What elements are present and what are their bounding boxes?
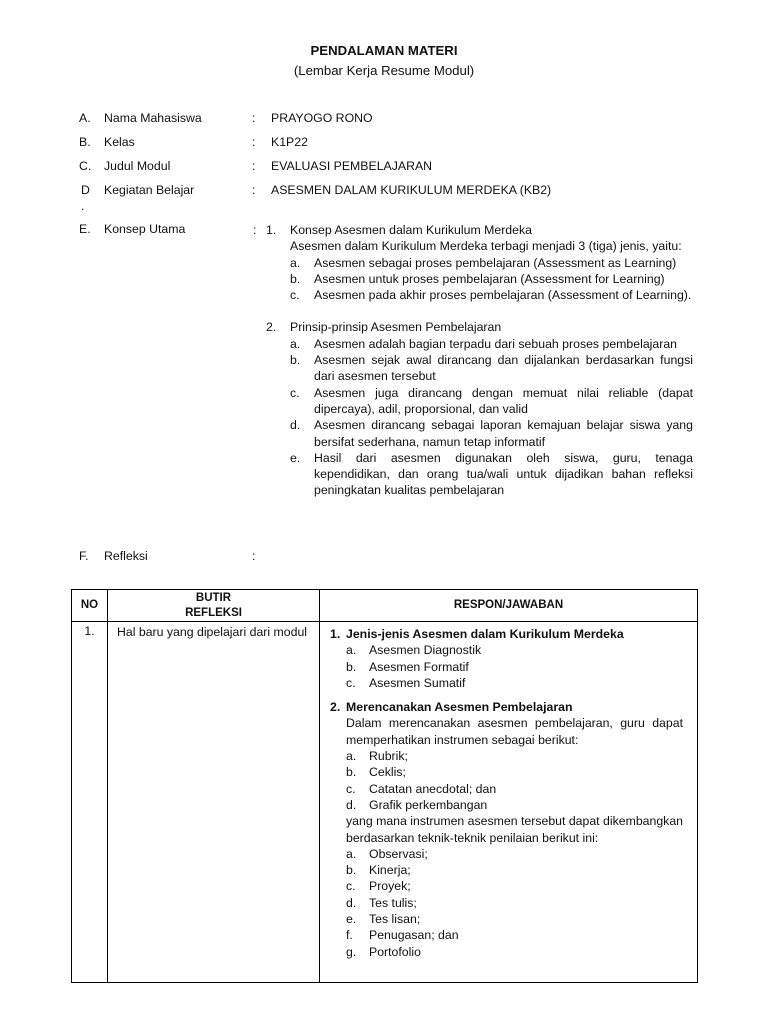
header-respon-jawaban: RESPON/JAWABAN — [320, 590, 698, 622]
info-letter: F. — [79, 549, 89, 563]
info-colon: : — [252, 135, 256, 149]
list-item-letter: b. — [346, 659, 357, 674]
sub-item-text: Asesmen untuk proses pembelajaran (Assessment for Learning) — [314, 271, 665, 286]
sub-item-text: Asesmen pada akhir proses pembelajaran (Assessment of Learning). — [314, 288, 692, 303]
list-item-letter: a. — [346, 643, 357, 658]
response-list-item — [346, 911, 683, 927]
response-section-title: Jenis-jenis Asesmen dalam Kurikulum Merdeka — [346, 627, 624, 641]
list-item-text: Ceklis; — [369, 765, 406, 780]
info-letter: E. — [79, 222, 91, 236]
info-row-nama — [0, 111, 768, 129]
list-item-text: Observasi; — [369, 846, 428, 861]
response-list-item — [346, 895, 683, 911]
konsep-sub-item — [290, 352, 693, 385]
info-row-judul-modul — [0, 159, 768, 177]
sub-item-letter: c. — [290, 385, 300, 400]
header-butir-line: BUTIR — [195, 591, 232, 604]
list-item-text: Penugasan; dan — [369, 928, 459, 943]
info-letter: C. — [79, 159, 92, 173]
response-section-title: Merencanakan Asesmen Pembelajaran — [346, 700, 573, 715]
list-item-text: Asesmen Diagnostik — [369, 643, 482, 658]
info-label: Kelas — [104, 135, 135, 149]
konsep-item-description: Asesmen dalam Kurikulum Merdeka terbagi menjadi 3 (tiga) jenis, yaitu: — [290, 239, 682, 254]
sub-item-text: Hasil dari asesmen digunakan oleh siswa, guru, tenaga kependidikan, dan orang tua/wali untuk dijadikan bahan refleksi peningkatan kualitas pembelajaran — [314, 450, 693, 498]
list-item-letter: d. — [346, 895, 357, 910]
info-row-kelas — [0, 135, 768, 153]
refleksi-table — [71, 589, 698, 983]
list-item-letter: f. — [346, 928, 353, 943]
response-section-number: 1. — [330, 627, 341, 641]
sub-item-letter: d. — [290, 418, 301, 433]
table-header-row — [72, 590, 698, 622]
response-list-item — [346, 781, 683, 797]
info-letter-dot: . — [81, 199, 85, 213]
list-item-text: Portofolio — [369, 944, 421, 959]
info-label: Kegiatan Belajar — [104, 183, 195, 197]
list-item-letter: a. — [346, 846, 357, 861]
sub-item-text: Asesmen sebagai proses pembelajaran (Assessment as Learning) — [314, 255, 677, 270]
info-value: EVALUASI PEMBELAJARAN — [271, 159, 433, 173]
response-section — [330, 699, 683, 960]
list-item-letter: b. — [346, 765, 357, 780]
response-section-intro: Dalam merencanakan asesmen pembelajaran, guru dapat memperhatikan instrumen sebagai berikut: — [346, 716, 683, 747]
sub-item-letter: e. — [290, 450, 301, 465]
response-list-item — [346, 944, 683, 960]
info-letter: B. — [79, 135, 91, 149]
list-item-letter: c. — [346, 879, 356, 894]
sub-item-letter: a. — [290, 336, 301, 351]
row-number: 1. — [72, 622, 108, 983]
response-list-item — [346, 846, 683, 862]
header-refleksi-line: REFLEKSI — [185, 606, 242, 619]
list-item-letter: c. — [346, 675, 356, 690]
sub-item-letter: c. — [290, 288, 300, 303]
document-title: PENDALAMAN MATERI — [310, 43, 458, 58]
info-row-kegiatan-belajar — [0, 183, 768, 201]
response-list-item — [346, 927, 683, 943]
list-item-text: Asesmen Sumatif — [369, 675, 466, 690]
list-item-text: Kinerja; — [369, 863, 411, 878]
konsep-sub-item — [290, 255, 693, 271]
sub-item-text: Asesmen dirancang sebagai laporan kemajuan belajar siswa yang bersifat sederhana, namun tetap informatif — [314, 418, 693, 449]
konsep-sub-item — [290, 385, 693, 418]
list-item-text: Grafik perkembangan — [369, 797, 488, 812]
info-value: K1P22 — [271, 135, 308, 149]
response-list-item — [346, 748, 683, 764]
list-item-letter: g. — [346, 944, 357, 959]
list-item-text: Rubrik; — [369, 749, 408, 764]
response-section-number: 2. — [330, 700, 341, 715]
list-item-letter: d. — [346, 797, 357, 812]
list-item-text: Tes lisan; — [369, 912, 421, 927]
header-butir-refleksi — [108, 590, 320, 622]
konsep-item — [253, 222, 693, 303]
list-item-text: Catatan anecdotal; dan — [369, 781, 497, 796]
info-label: Konsep Utama — [104, 222, 186, 236]
info-letter: D — [81, 183, 90, 197]
konsep-item-title: Konsep Asesmen dalam Kurikulum Merdeka — [290, 223, 532, 237]
header-no: NO — [72, 590, 108, 622]
konsep-colon: : — [253, 223, 257, 237]
konsep-sub-item — [290, 336, 693, 352]
sub-item-text: Asesmen juga dirancang dengan memuat nilai reliable (dapat dipercaya), adil, proporsional, dan valid — [314, 385, 693, 416]
response-list-item — [346, 764, 683, 780]
info-colon: : — [252, 549, 256, 563]
response-section-middle: yang mana instrumen asesmen tersebut dapat dikembangkan berdasarkan teknik-teknik penilaian berikut ini: — [346, 814, 683, 845]
list-item-letter: b. — [346, 863, 357, 878]
list-item-letter: c. — [346, 781, 356, 796]
list-item-text: Proyek; — [369, 879, 411, 894]
konsep-sub-item — [290, 271, 693, 287]
sub-item-text: Asesmen adalah bagian terpadu dari sebuah proses pembelajaran — [314, 336, 678, 351]
list-item-text: Tes tulis; — [369, 895, 417, 910]
info-colon: : — [252, 183, 256, 197]
konsep-sub-item — [290, 450, 693, 499]
info-label: Nama Mahasiswa — [104, 111, 202, 125]
response-section — [330, 626, 683, 691]
info-label: Refleksi — [104, 549, 148, 563]
info-label: Judul Modul — [104, 159, 171, 173]
konsep-item-number: 2. — [266, 320, 277, 335]
document-subtitle: (Lembar Kerja Resume Modul) — [293, 63, 475, 78]
response-list-item — [346, 675, 683, 691]
table-row — [72, 622, 698, 983]
konsep-sub-item — [290, 417, 693, 450]
info-letter: A. — [79, 111, 91, 125]
konsep-sub-item — [290, 287, 693, 303]
info-value: PRAYOGO RONO — [271, 111, 373, 125]
info-colon: : — [252, 159, 256, 173]
response-list-item — [346, 862, 683, 878]
list-item-text: Asesmen Formatif — [369, 659, 469, 674]
sub-item-letter: b. — [290, 353, 301, 368]
info-value: ASESMEN DALAM KURIKULUM MERDEKA (KB2) — [271, 183, 552, 197]
konsep-item-number: 1. — [266, 223, 277, 237]
konsep-item — [253, 319, 693, 498]
info-row-refleksi — [0, 549, 768, 567]
list-item-letter: e. — [346, 912, 357, 927]
info-colon: : — [252, 111, 256, 125]
konsep-utama-content — [253, 222, 693, 499]
response-list-item — [346, 642, 683, 658]
sub-item-letter: a. — [290, 255, 301, 270]
list-item-letter: a. — [346, 749, 357, 764]
response-list-item — [346, 797, 683, 813]
sub-item-letter: b. — [290, 271, 301, 286]
sub-item-text: Asesmen sejak awal dirancang dan dijalankan berdasarkan fungsi dari asesmen tersebut — [314, 353, 693, 384]
row-response — [320, 622, 698, 983]
row-butir: Hal baru yang dipelajari dari modul — [108, 622, 320, 983]
konsep-item-title: Prinsip-prinsip Asesmen Pembelajaran — [290, 320, 502, 335]
response-list-item — [346, 659, 683, 675]
response-list-item — [346, 878, 683, 894]
